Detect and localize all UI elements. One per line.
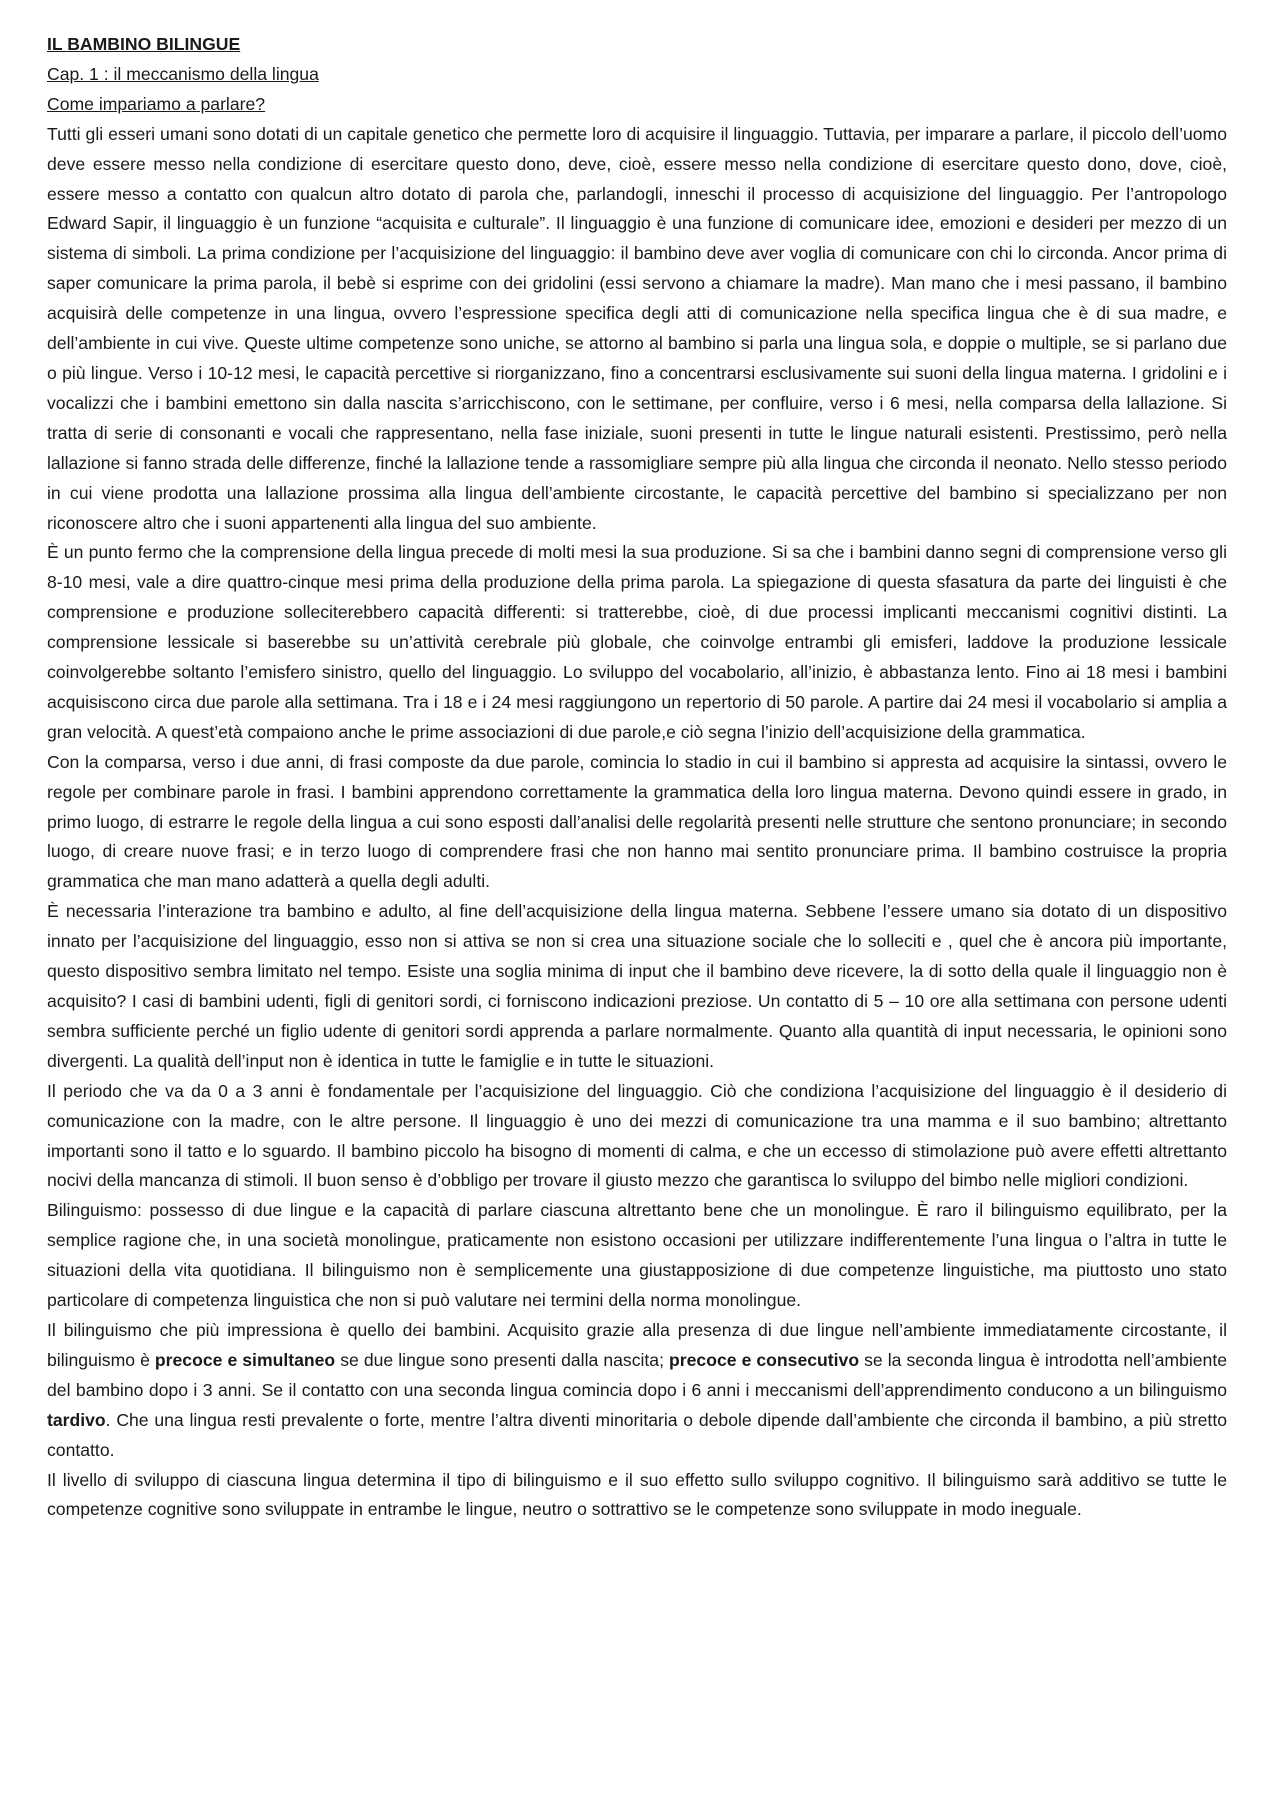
paragraph-bilingualism-types: Il livello di sviluppo di ciascuna lingua determina il tipo di bilinguismo e il suo effetto sullo sviluppo cognitivo. Il bilinguismo sarà additivo se tutte le competenze cognitive sono sviluppate in entrambe le lingue, neutro o sottrattivo se le competenze sono sviluppate in modo ineguale.	[47, 1469, 1227, 1520]
chapter-heading: Cap. 1 : il meccanismo della lingua	[47, 63, 319, 84]
text-span: . Che una lingua resti prevalente o forte, mentre l’altra diventi minoritaria o debole dipende dall’ambiente che circonda il bambino, a più stretto contatto.	[47, 1409, 1227, 1460]
text-span: Il bilinguismo che più impressiona è quello dei bambini. Acquisito grazie alla presenza di due lingue nell’ambiente immediatamente circostante, il bilinguismo è	[47, 1319, 1227, 1370]
paragraph-interaction: È necessaria l’interazione tra bambino e adulto, al fine dell’acquisizione della lingua materna. Sebbene l’essere umano sia dotato di un dispositivo innato per l’acquisizione del linguaggio, esso non si attiva se non si crea una situazione sociale che lo solleciti e , quel che è ancora più importante, questo dispositivo sembra limitato nel tempo. Esiste una soglia minima di input che il bambino deve ricevere, la di sotto della quale il linguaggio non è acquisito? I casi di bambini udenti, figli di genitori sordi, ci forniscono indicazioni preziose. Un contatto di 5 – 10 ore alla settimana con persone udenti sembra sufficiente perché un figlio udente di genitori sordi apprenda a parlare normalmente. Quanto alla quantità di input necessaria, le opinioni sono divergenti. La qualità dell’input non è identica in tutte le famiglie e in tutte le situazioni.	[47, 901, 1227, 1071]
section-heading: Come impariamo a parlare?	[47, 93, 266, 114]
bold-term-simultaneous: precoce e simultaneo	[154, 1349, 336, 1370]
text-span: se la seconda lingua è introdotta nell’ambiente del bambino dopo i 3 anni. Se il contatto con una seconda lingua comincia dopo i 6 anni i meccanismi dell’apprendimento conducono a un bilinguismo	[47, 1349, 1227, 1400]
document-page	[47, 30, 1227, 1525]
paragraph-bilingualism-definition: Bilinguismo: possesso di due lingue e la capacità di parlare ciascuna altrettanto bene che un monolingue. È raro il bilinguismo equilibrato, per la semplice ragione che, in una società monolingue, praticamente non esistono occasioni per utilizzare indifferentemente l’una lingua o l’altra in tutte le situazioni della vita quotidiana. Il bilinguismo non è semplicemente una giustapposizione di due competenze linguistiche, ma piuttosto uno stato particolare di competenza linguistica che non si può valutare nei termini della norma monolingue.	[47, 1200, 1227, 1311]
paragraph-language-acquisition: Tutti gli esseri umani sono dotati di un capitale genetico che permette loro di acquisire il linguaggio. Tuttavia, per imparare a parlare, il piccolo dell’uomo deve essere messo nella condizione di esercitare questo dono, deve, cioè, essere messo nella condizione di esercitare questo dono, dove, cioè, essere messo a contatto con qualcun altro dotato di parola che, parlandogli, inneschi il processo di acquisizione del linguaggio. Per l’antropologo Edward Sapir, il linguaggio è un funzione “acquisita e culturale”. Il linguaggio è una funzione di comunicare idee, emozioni e desideri per mezzo di un sistema di simboli. La prima condizione per l’acquisizione del linguaggio: il bambino deve aver voglia di comunicare con chi lo circonda. Ancor prima di saper comunicare la prima parola, il bebè si esprime con dei gridolini (essi servono a chiamare la madre). Man mano che i mesi passano, il bambino acquisirà delle competenze in una lingua, ovvero l’espressione specifica degli atti di comunicazione nella specifica lingua che è di sua madre, e dell’ambiente in cui vive. Queste ultime competenze sono uniche, se attorno al bambino si parla una lingua sola, e doppie o multiple, se si parlano due o più lingue. Verso i 10-12 mesi, le capacità percettive si riorganizzano, fino a concentrarsi esclusivamente sui suoni della lingua materna. I gridolini e i vocalizzi che i bambini emettono sin dalla nascita s’arricchiscono, con le settimane, per confluire, verso i 6 mesi, nella comparsa della lallazione. Si tratta di serie di consonanti e vocali che rappresentano, nella fase iniziale, suoni presenti in tutte le lingue naturali esistenti. Prestissimo, però nella lallazione si fanno strada delle differenze, finché la lallazione tende a rassomigliare sempre più alla lingua che circonda il neonato. Nello stesso periodo in cui viene prodotta una lallazione prossima alla lingua dell’ambiente circostante, le capacità percettive del bambino si specializzano per non riconoscere altro che i suoni appartenenti alla lingua del suo ambiente.	[47, 123, 1227, 533]
bold-term-late: tardivo	[47, 1409, 106, 1430]
paragraph-bilingualism-children	[47, 1316, 1227, 1466]
paragraph-comprehension: È un punto fermo che la comprensione della lingua precede di molti mesi la sua produzione. Si sa che i bambini danno segni di comprensione verso gli 8-10 mesi, vale a dire quattro-cinque mesi prima della produzione della prima parola. La spiegazione di questa sfasatura da parte dei linguisti è che comprensione e produzione solleciterebbero capacità differenti: si tratterebbe, cioè, di due processi implicanti meccanismi cognitivi distinti. La comprensione lessicale si baserebbe su un’attività cerebrale più globale, che coinvolge entrambi gli emisferi, laddove la produzione lessicale coinvolgerebbe soltanto l’emisfero sinistro, quello del linguaggio. Lo sviluppo del vocabolario, all’inizio, è abbastanza lento. Fino ai 18 mesi i bambini acquisiscono circa due parole alla settimana. Tra i 18 e i 24 mesi raggiungono un repertorio di 50 parole. A partire dai 24 mesi il vocabolario si amplia a gran velocità. A quest’età compaiono anche le prime associazioni di due parole,e ciò segna l’inizio dell’acquisizione della grammatica.	[47, 542, 1227, 742]
text-span: se due lingue sono presenti dalla nascita;	[335, 1349, 670, 1370]
paragraph-syntax: Con la comparsa, verso i due anni, di frasi composte da due parole, comincia lo stadio in cui il bambino si appresta ad acquisire la sintassi, ovvero le regole per combinare parole in frasi. I bambini apprendono correttamente la grammatica della loro lingua materna. Devono quindi essere in grado, in primo luogo, di estrarre le regole della lingua a cui sono esposti dall’analisi delle regolarità presenti nelle strutture che sentono pronunciare; in secondo luogo, di creare nuove frasi; e in terzo luogo di comprendere frasi che non hanno mai sentito pronunciare prima. Il bambino costruisce la propria grammatica che man mano adatterà a quella degli adulti.	[47, 751, 1227, 892]
bold-term-consecutive: precoce e consecutivo	[669, 1349, 860, 1370]
document-title: IL BAMBINO BILINGUE	[47, 34, 241, 54]
paragraph-early-period: Il periodo che va da 0 a 3 anni è fondamentale per l’acquisizione del linguaggio. Ciò che condiziona l’acquisizione del linguaggio è il desiderio di comunicazione con la madre, con le altre persone. Il linguaggio è uno dei mezzi di comunicazione tra una mamma e il suo bambino; altrettanto importanti sono il tatto e lo sguardo. Il bambino piccolo ha bisogno di momenti di calma, e che un eccesso di stimolazione può avere effetti altrettanto nocivi della mancanza di stimoli. Il buon senso è d’obbligo per trovare il giusto mezzo che garantisca lo sviluppo del bimbo nelle migliori condizioni.	[47, 1080, 1227, 1191]
